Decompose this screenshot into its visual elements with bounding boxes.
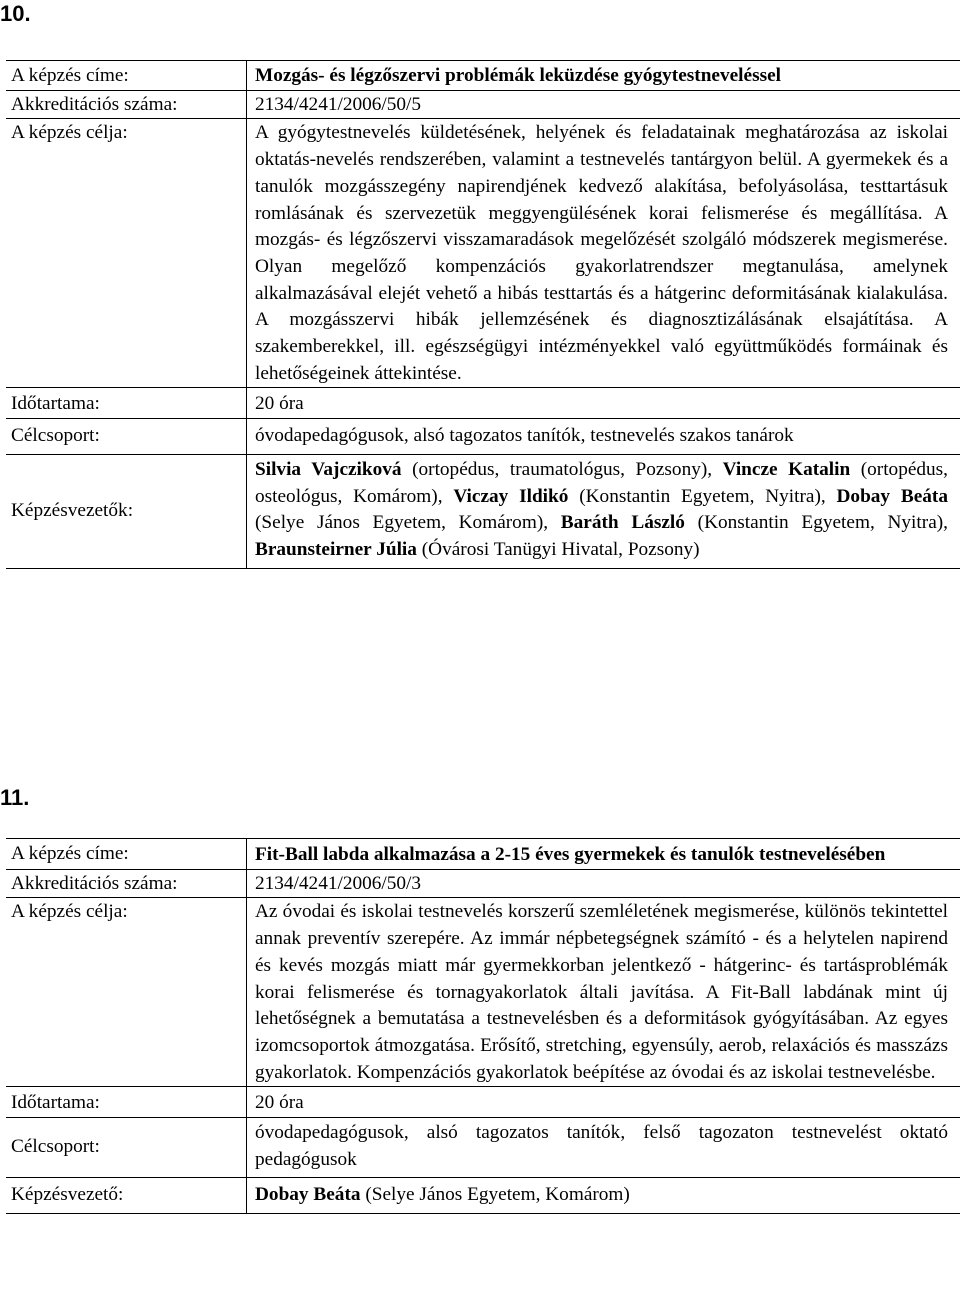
target-value: óvodapedagógusok, alsó tagozatos tanítók, felső tagozaton testnevelést oktató pedagógusok: [247, 1118, 960, 1178]
target-row: [6, 419, 960, 455]
trainers-row: [6, 454, 960, 568]
course-title: Mozgás- és légzőszervi problémák leküzdése gyógytestneveléssel: [247, 61, 960, 91]
duration-value: 20 óra: [247, 388, 960, 419]
accreditation-number: 2134/4241/2006/50/5: [247, 90, 960, 119]
trainer-name: Baráth László: [560, 512, 685, 534]
target-value: óvodapedagógusok, alsó tagozatos tanítók, testnevelés szakos tanárok: [247, 419, 960, 455]
accreditation-label: Akkreditációs száma:: [6, 869, 247, 898]
trainer-name: Vincze Katalin: [722, 458, 851, 480]
target-label: Célcsoport:: [6, 1118, 247, 1178]
title-row: [6, 61, 960, 91]
trainer-name: Braunsteirner Júlia: [255, 538, 417, 560]
trainer-name: Dobay Beáta: [255, 1184, 361, 1206]
title-row: [6, 839, 960, 870]
trainers-label: Képzésvezetők:: [6, 454, 247, 568]
goal-label: A képzés célja:: [6, 898, 247, 1087]
title-label: A képzés címe:: [6, 839, 247, 870]
goal-text: A gyógytestnevelés küldetésének, helyének és feladatainak meghatározása az iskolai oktatás-nevelés rendszerében, valamint a testnevelés tantárgyon belül. A gyermekek és a tanulók mozgásszegény napirendjének kedvező alakítása, befolyásolása, testtartásuk romlásának és szervezetük meggyengülésének korai felismerése és megállítása. A mozgás- és légzőszervi visszamaradások megelőzését szolgáló módszerek megismerése. Olyan megelőző kompenzációs gyakorlatrendszer megtanulása, amelynek alkalmazásával elejét vehető a hibás testtartás és a hátgerinc deformitásának kialakulása. A mozgásszervi hibák jellemzésének és diagnosztizálásának elsajátítása. A szakemberekkel, ill. egészségügyi intézményekkel való együttműködés formáinak és lehetőségeinek áttekintése.: [247, 119, 960, 388]
accreditation-number: 2134/4241/2006/50/3: [247, 869, 960, 898]
accreditation-label: Akkreditációs száma:: [6, 90, 247, 119]
accreditation-row: [6, 869, 960, 898]
trainers-row: [6, 1178, 960, 1214]
trainer-affiliation: (ortopédus, osteológus, Komárom),: [255, 458, 949, 507]
target-row: [6, 1118, 960, 1178]
course-table: [6, 60, 960, 569]
section-number: 10.: [0, 1, 31, 26]
trainer-name: Viczay Ildikó: [453, 485, 569, 507]
trainers-list: [247, 1178, 960, 1214]
course-title: Fit-Ball labda alkalmazása a 2-15 éves gyermekek és tanulók testnevelésében: [247, 839, 960, 870]
duration-label: Időtartama:: [6, 388, 247, 419]
trainer-affiliation: (Óvárosi Tanügyi Hivatal, Pozsony): [416, 538, 700, 560]
target-label: Célcsoport:: [6, 419, 247, 455]
duration-value: 20 óra: [247, 1087, 960, 1118]
trainer-affiliation: (ortopédus, traumatológus, Pozsony),: [401, 458, 723, 480]
course-table: [6, 838, 960, 1214]
trainer-affiliation: (Selye János Egyetem, Komárom),: [255, 512, 561, 534]
trainer-affiliation: (Selye János Egyetem, Komárom): [360, 1184, 630, 1206]
duration-row: [6, 388, 960, 419]
title-label: A képzés címe:: [6, 61, 247, 91]
goal-label: A képzés célja:: [6, 119, 247, 388]
trainer-name: Dobay Beáta: [836, 485, 948, 507]
accreditation-row: [6, 90, 960, 119]
trainers-label: Képzésvezető:: [6, 1178, 247, 1214]
goal-row: [6, 119, 960, 388]
goal-text: Az óvodai és iskolai testnevelés korszerű szemléletének megismerése, különös tekintettel annak preventív szerepére. Az immár népbetegségnek számító - és a helytelen napirend és kevés mozgás miatt már gyermekkorban jelentkező - hátgerinc- és tartásproblémák korai felismerése és tornagyakorlatok általi javítása. A Fit-Ball labdának mint új lehetőségnek a bemutatása a testnevelésben és a deformitások gyógyításában. Az egyes izomcsoportok átmozgatása. Erősítő, stretching, egyensúly, aerob, relaxációs és masszázs gyakorlatok. Kompenzációs gyakorlatok beépítése az óvodai és az iskolai testnevelésbe.: [247, 898, 960, 1087]
trainer-name: Silvia Vajcziková: [255, 458, 402, 480]
goal-row: [6, 898, 960, 1087]
duration-label: Időtartama:: [6, 1087, 247, 1118]
trainers-list: [247, 454, 960, 568]
trainer-affiliation: (Konstantin Egyetem, Nyitra),: [568, 485, 837, 507]
duration-row: [6, 1087, 960, 1118]
section-number: 11.: [0, 785, 30, 810]
trainer-affiliation: (Konstantin Egyetem, Nyitra),: [684, 512, 948, 534]
